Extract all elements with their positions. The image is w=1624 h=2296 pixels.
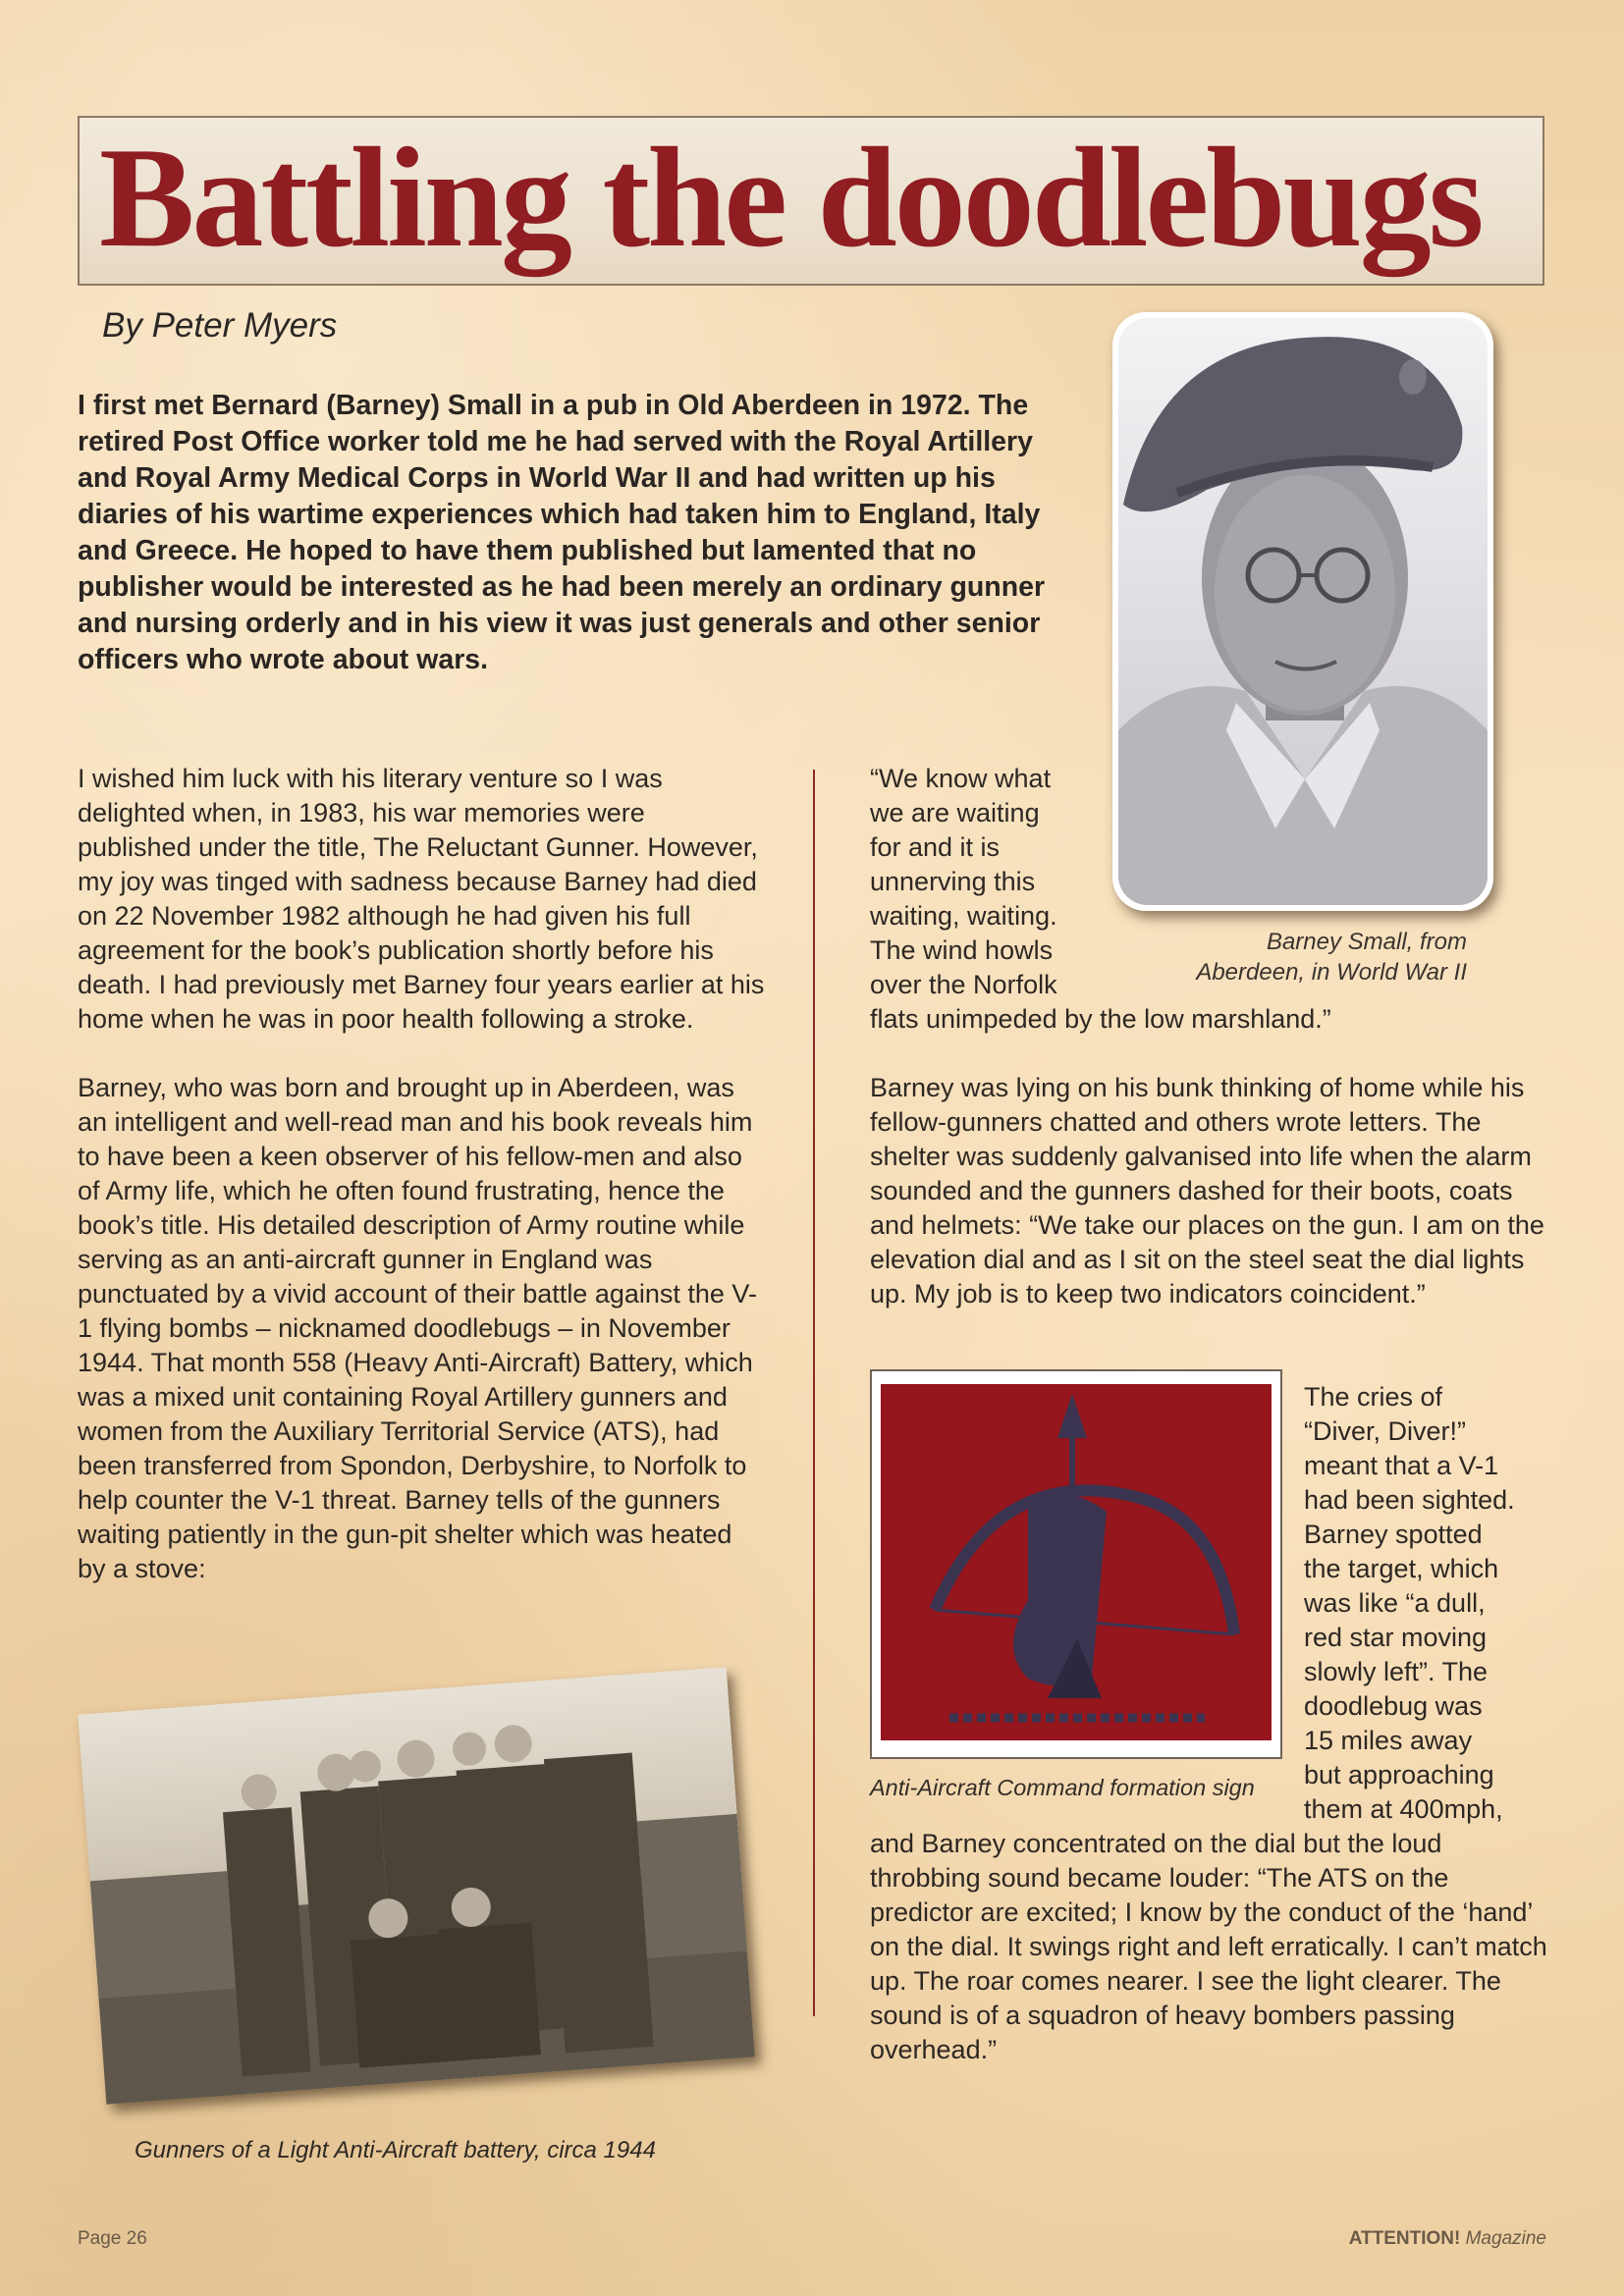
page-number: Page 26 <box>78 2228 147 2249</box>
text-line: meant that a V-1 <box>1304 1451 1499 1480</box>
column-divider <box>813 770 815 2016</box>
text-line: doodlebug was <box>1304 1691 1483 1721</box>
quote-line: waiting, waiting. <box>870 901 1057 931</box>
quote-line: we are waiting <box>870 798 1040 828</box>
paragraph: Barney, who was born and brought up in Aberdeen, was an intelligent and well-read man and his book reveals him to have been a keen observer of his fellow-men and also of Army life, which he often found frustrating, hence the book’s title. His detailed description of Army routine while serving as an anti-aircraft gunner in England was punctuated by a vivid account of their battle against the V-1 flying bombs – nicknamed doodlebugs – in November 1944. That month 558 (Heavy Anti-Aircraft) Battery, which was a mixed unit containing Royal Artillery gunners and women from the Auxiliary Territorial Service (ATS), had been transferred from Spondon, Derbyshire, to Norfolk to help counter the V-1 threat. Barney tells of the gunners waiting patiently in the gun-pit shelter which was heated by a stove: <box>78 1073 757 1583</box>
paragraph: I wished him luck with his literary venture so I was delighted when, in 1983, his war memories were published under the title, The Reluctant Gunner. However, my joy was tinged with sadness because Barney had died on 22 November 1982 although he had given his full agreement for the book’s publication shortly before his death. I had previously met Barney four years earlier at his home when he was in poor health following a stroke. <box>78 764 765 1034</box>
portrait-illustration <box>1118 318 1488 905</box>
text-line: “Diver, Diver!” <box>1304 1416 1467 1446</box>
quote-line: “We know what <box>870 764 1052 793</box>
caption-line: Aberdeen, in World War II <box>1196 959 1467 986</box>
text-line: The cries of <box>1304 1382 1443 1412</box>
brand-name: ATTENTION! <box>1348 2228 1461 2249</box>
text-line: but approaching <box>1304 1760 1494 1789</box>
quote-line: flats unimpeded by the low marshland.” <box>870 1004 1331 1034</box>
text-line: had been sighted. <box>1304 1485 1515 1515</box>
paragraph: Barney was lying on his bunk thinking of home while his fellow-gunners chatted and others wrote letters. The shelter was suddenly galvanised into life when the alarm sounded and the gunners dashed for their boots, coats and helmets: “We take our places on the gun. I am on the elevation dial and as I sit on the steel seat the dial lights up. My job is to keep two indicators coincident.” <box>870 1073 1544 1308</box>
group-photo-illustration <box>78 1667 754 2104</box>
text-line: Barney spotted <box>1304 1520 1483 1549</box>
quote-line: unnerving this <box>870 867 1036 896</box>
text-line: them at 400mph, <box>1304 1794 1503 1824</box>
brand-suffix: Magazine <box>1465 2228 1546 2249</box>
paragraph: and Barney concentrated on the dial but the loud throbbing sound became louder: “The ATS on the predictor are excited; I know by the conduct of the ‘hand’ on the dial. It swings right and left erratically. I can’t match up. The roar comes nearer. I see the light clearer. The sound is of a squadron of heavy bombers passing overhead.” <box>870 1829 1547 2064</box>
text-line: the target, which <box>1304 1554 1499 1583</box>
left-column <box>78 762 765 1621</box>
text-line: slowly left”. The <box>1304 1657 1489 1686</box>
quote-line: The wind howls <box>870 935 1054 965</box>
text-line: red star moving <box>1304 1623 1488 1652</box>
text-line: 15 miles away <box>1304 1726 1473 1755</box>
intro-paragraph: I first met Bernard (Barney) Small in a pub in Old Aberdeen in 1972. The retired Post Office worker told me he had served with the Royal Artillery and Royal Army Medical Corps in World War II and had written up his diaries of his wartime experiences which had taken him to England, Italy and Greece. He hoped to have them published but lamented that no publisher would be interested as he had been merely an ordinary gunner and nursing orderly and in his view it was just generals and other senior officers who wrote about wars. <box>78 390 1046 675</box>
badge-caption: Anti-Aircraft Command formation sign <box>870 1775 1255 1800</box>
byline: By Peter Myers <box>102 306 338 345</box>
group-photo <box>78 1667 754 2104</box>
portrait-caption <box>1090 927 1467 988</box>
formation-sign-image <box>870 1369 1282 1759</box>
article-title: Battling the doodlebugs <box>99 118 1482 277</box>
right-column-continuation <box>870 1827 1557 2102</box>
magazine-name <box>1349 2228 1546 2250</box>
group-photo-caption: Gunners of a Light Anti-Aircraft battery, circa 1944 <box>135 2137 656 2163</box>
portrait-photo <box>1112 312 1493 911</box>
archer-badge-illustration <box>881 1384 1272 1740</box>
quote-line: for and it is <box>870 832 1001 862</box>
title-banner <box>78 116 1544 286</box>
quote-line: over the Norfolk <box>870 970 1057 999</box>
right-column-side-text <box>1304 1380 1559 1827</box>
text-line: was like “a dull, <box>1304 1588 1486 1618</box>
caption-line: Barney Small, from <box>1266 929 1467 955</box>
